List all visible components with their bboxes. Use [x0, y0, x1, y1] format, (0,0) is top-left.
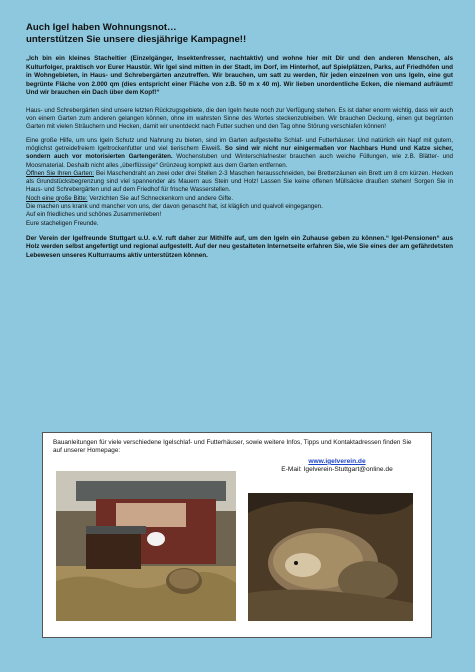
photo-hedgehog-house	[56, 471, 236, 621]
closing-line-2: Eure stacheligen Freunde.	[26, 219, 99, 227]
paragraph-poison: Die machen uns krank und mancher von uns, der davon genascht hat, ist kläglich und qualvoll eingegangen.	[26, 203, 323, 210]
info-box	[42, 432, 432, 638]
headline-line-2: unterstützen Sie unsere diesjährige Kampagne!!	[26, 34, 247, 45]
request-label: Noch eine große Bitte:	[26, 194, 88, 202]
headline-line-1: Auch Igel haben Wohnungsnot…	[26, 22, 177, 33]
paragraph-request	[26, 195, 453, 203]
paragraph-houses	[26, 137, 453, 170]
open-garden-text: Bei Maschendraht an zwei oder drei Stellen 2-3 Maschen herausschneiden, bei Bretterzäunen ein Brett um 8 cm kürzen. Hecken als Grundstücksbegrenzung sind viel spannender als Mauern aus Stein und Holz! Lassen Sie keine offenen Müllsäcke draußen stehen! Sorgen Sie in Haus- und Schrebergärten und auf dem Friedhof für frische Wasserstellen.	[26, 169, 453, 194]
paragraph-houses-bold: So sind wir nicht nur einigermaßen vor Nachbars Hund und Katze sicher, sondern auch vor motorisierten Gartengeräten.	[26, 144, 453, 161]
website-link[interactable]: www.igelverein.de	[308, 457, 366, 465]
paragraph-gardens: Haus- und Schrebergärten sind unsere letzten Rückzugsgebiete, die den Igeln heute noch zur Verfügung stehen. Es ist daher enorm wichtig, dass wir auch von einem Garten zum anderen gelangen können, ohne im wahrsten Sinne des Wortes steckenzubleiben. Wir brauchen Deckung, einen gut begrünten Garten mit vielen Sträuchern und Hecken, damit wir unentdeckt nach Futter suchen und den Tag ohne Störung verschlafen können!	[26, 106, 453, 131]
headline	[26, 22, 453, 46]
closing-line-1: Auf ein friedliches und schönes Zusammenleben!	[26, 211, 162, 219]
hedgehog-quote: „Ich bin ein kleines Stacheltier (Einzelgänger, Insektenfresser, nachtaktiv) und wohne hier mit Dir und den anderen Menschen, als Kulturfolger, praktisch vor Eurer Haustür. Wir Igel sind mitten in der Stadt, im Dorf, im Hinterhof, auf Spielplätzen, Parks, auf Friedhöfen und in Wohngebieten, in Haus- und Schrebergärten anzutreffen. Wir brauchen, um satt zu werden, für jeden einzelnen von uns Igeln, eine gut begrünte Fläche von 2.000 qm (dies entspricht einer Fläche von z.B. 50 m x 40 m). Wir lieben unordentliche Ecken, die niemand aufräumt! Und wir brauchen ein Dach über dem Kopf!“	[26, 55, 453, 97]
body-text	[26, 107, 453, 228]
association-appeal: Der Verein der Igelfreunde Stuttgart u.U. e.V. ruft daher zur Mithilfe auf, um den Igeln ein Zuhause geben zu können.“ Igel-Pensionen“ aus Holz werden selbst angefertigt und regional aufgestellt. Auf der neu gestalteten Internetseite erfahren Sie, wie Sie eines der am gefährdetsten Lebewesen unseres Kulturraums aktiv unterstützen können.	[26, 234, 453, 259]
email-line: E-Mail: Igelverein-Stuttgart@online.de	[281, 466, 393, 474]
contact-block	[253, 458, 421, 475]
photo-hedgehogs	[248, 493, 413, 621]
request-text: Verzichten Sie auf Schneckenkorn und andere Gifte.	[89, 194, 234, 202]
open-garden-label: Öffnen Sie Ihren Garten:	[26, 169, 94, 177]
paragraph-houses-start: Eine große Hilfe, um uns Igeln Schutz und Nahrung zu bieten, sind im Garten aufgestellte Schlaf- und Futterhäuser. Und natürlich ein Napf mit gutem, möglichst getreidefreiem Igeltrockenfutter und viel tierischem Eiweiß.	[26, 136, 453, 152]
info-box-text: Bauanleitungen für viele verschiedene Igelschlaf- und Futterhäuser, sowie weitere Infos, Tipps und Kontaktadressen finden Sie auf unserer Homepage:	[53, 439, 412, 455]
paragraph-open-garden	[26, 170, 453, 195]
paragraph-houses-end: Wochenstuben und Winterschlafnester brauchen auch weiche Füllungen, wie z.B. Blätter- und Moosmaterial. Deshalb nicht alles „überflüssige“ Grünzeug komplett aus dem Garten entfernen.	[26, 153, 453, 169]
